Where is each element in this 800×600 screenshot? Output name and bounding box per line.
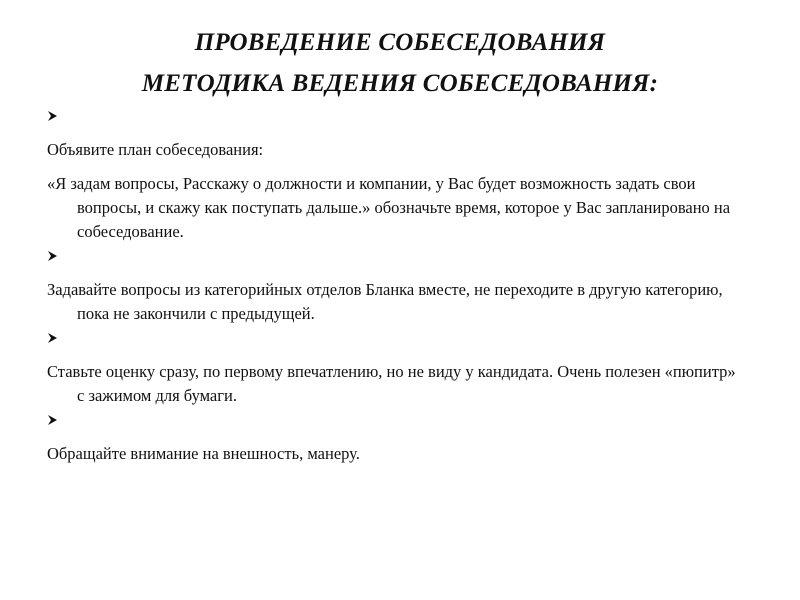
slide-subtitle: МЕТОДИКА ВЕДЕНИЯ СОБЕСЕДОВАНИЯ:: [141, 70, 659, 97]
item-2-text: Задавайте вопросы из категорийных отделов Бланка вместе, не переходите в другую категорию, пока не закончили с предыдущей.: [47, 280, 723, 323]
item-3-text: Ставьте оценку сразу, по первому впечатлению, но не виду у кандидата. Очень полезен «пюпитр» с зажимом для бумаги.: [47, 362, 736, 405]
slide-content: [47, 104, 747, 466]
arrowhead-bullet-icon: [47, 326, 747, 350]
arrowhead-bullet-icon: [47, 104, 747, 128]
item-1-text: «Я задам вопросы, Расскажу о должности и компании, у Вас будет возможность задать свои вопросы, и скажу как поступать дальше.» обозначьте время, которое у Вас запланировано на собеседование.: [47, 174, 731, 241]
item-1-heading: Объявите план собеседования:: [47, 140, 264, 159]
arrowhead-bullet-icon: [47, 244, 747, 268]
arrowhead-bullet-icon: [47, 408, 747, 432]
item-4-text: Обращайте внимание на внешность, манеру.: [47, 444, 360, 463]
slide-title: ПРОВЕДЕНИЕ СОБЕСЕДОВАНИЯ: [194, 29, 606, 56]
